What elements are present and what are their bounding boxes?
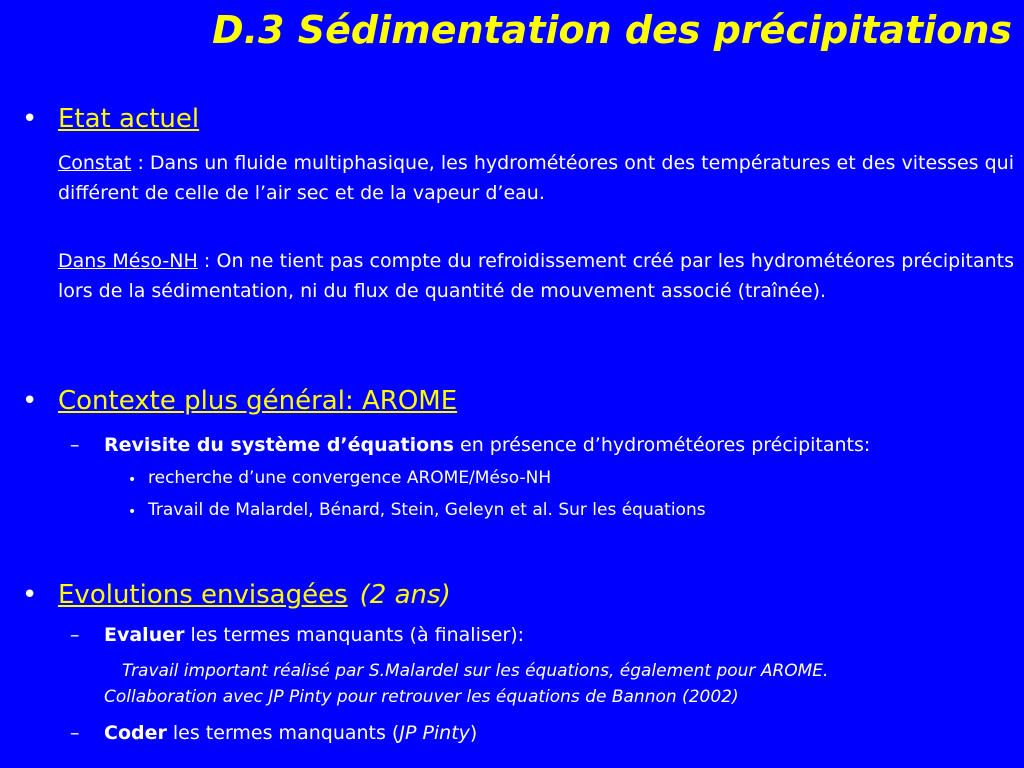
- revisite-rest: en présence d’hydrométéores précipitants:: [453, 434, 871, 456]
- coder-rest: les termes manquants (: [166, 722, 400, 744]
- subitem-travail: Travail de Malardel, Bénard, Stein, Geleyn et al. Sur les équations: [148, 500, 706, 520]
- constat-label: Constat: [58, 152, 132, 174]
- evaluer-detail-line2: Collaboration avec JP Pinty pour retrouver les équations de Bannon (2002): [104, 687, 739, 707]
- dash-coder: –: [70, 722, 80, 744]
- bullet-evolutions: •: [22, 580, 38, 610]
- coder-bold: Coder: [104, 722, 167, 744]
- paragraph-constat: [58, 148, 1014, 208]
- coder-italic: JP Pinty: [399, 722, 470, 744]
- coder-close: ): [469, 722, 478, 744]
- bullet-etat: •: [22, 104, 38, 134]
- meso-text: : On ne tient pas compte du refroidissement créé par les hydrométéores précipitants lors de la sédimentation, ni du flux de quantité de mouvement associé (traînée).: [58, 250, 1014, 302]
- evolutions-duration: (2 ans): [359, 580, 451, 610]
- evaluer-bold: Evaluer: [104, 624, 185, 646]
- evaluer-detail-line1: Travail important réalisé par S.Malardel sur les équations, également pour AROME.: [122, 661, 829, 681]
- bullet-contexte: •: [22, 386, 38, 416]
- heading-evolutions: [58, 580, 451, 610]
- paragraph-meso-nh: [58, 246, 1014, 306]
- heading-contexte: Contexte plus général: AROME: [58, 386, 458, 416]
- small-bullet-2: •: [128, 504, 137, 520]
- dash-revisite: –: [70, 434, 80, 456]
- item-coder: [104, 722, 477, 744]
- small-bullet-1: •: [128, 472, 137, 488]
- item-evaluer: [104, 624, 524, 646]
- evaluer-rest: les termes manquants (à finaliser):: [184, 624, 525, 646]
- evolutions-heading-text: Evolutions envisagées: [58, 580, 348, 610]
- revisite-bold: Revisite du système d’équations: [104, 434, 454, 456]
- constat-text: : Dans un fluide multiphasique, les hydrométéores ont des températures et des vitesses qui différent de celle de l’air sec et de la vapeur d’eau.: [58, 152, 1014, 204]
- item-revisite: [104, 434, 870, 456]
- dash-evaluer: –: [70, 624, 80, 646]
- subitem-convergence: recherche d’une convergence AROME/Méso-NH: [148, 468, 552, 488]
- slide-title: D.3 Sédimentation des précipitations: [212, 8, 1012, 52]
- meso-label: Dans Méso-NH: [58, 250, 198, 272]
- heading-etat-actuel: Etat actuel: [58, 104, 200, 134]
- evaluer-detail: [104, 658, 1014, 710]
